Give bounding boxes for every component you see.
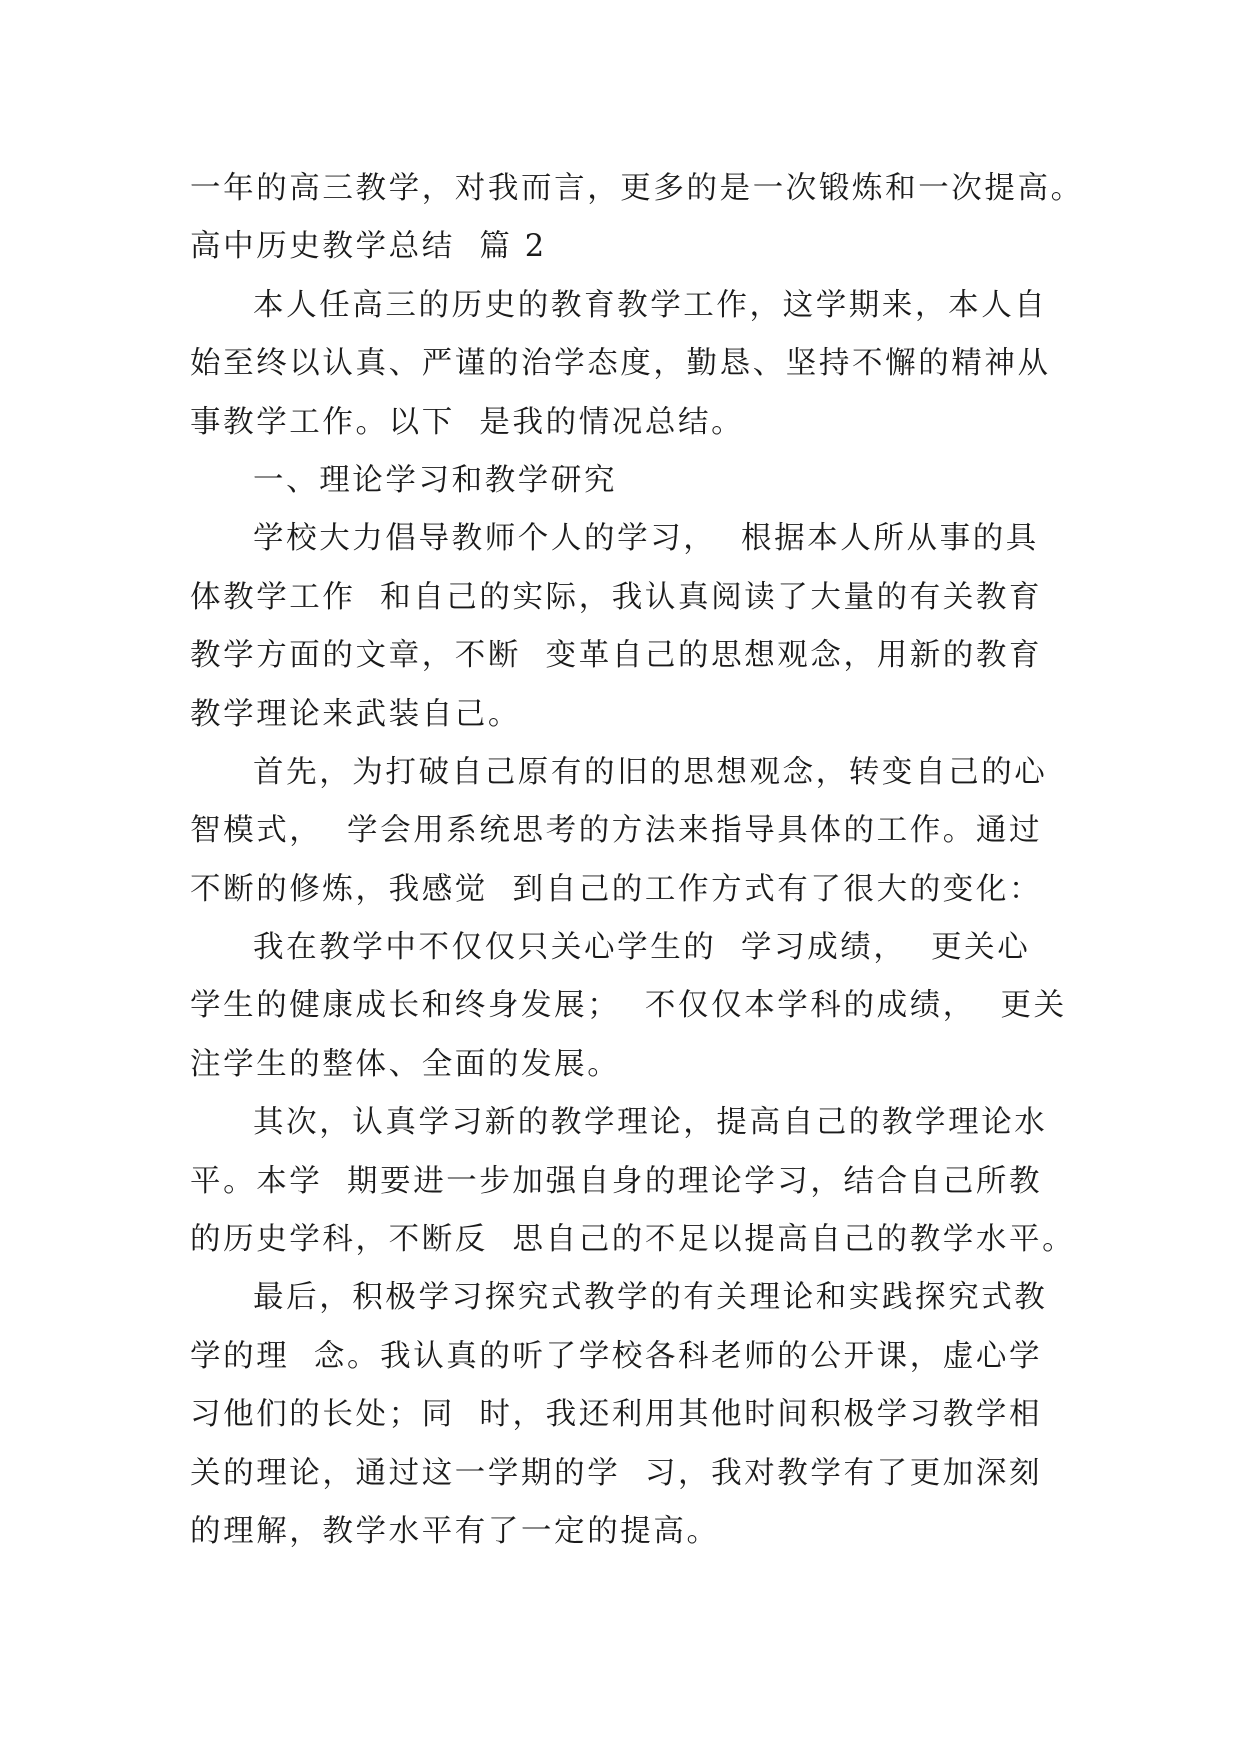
paragraph-line: 学校大力倡导教师个人的学习， 根据本人所从事的具 bbox=[253, 521, 1039, 557]
paragraph-line: 教学理论来武装自己。 bbox=[190, 696, 521, 732]
document-body bbox=[190, 160, 1084, 1561]
paragraph-line: 最后，积极学习探究式教学的有关理论和实践探究式教 bbox=[253, 1280, 1048, 1316]
paragraph-line: 首先，为打破自己原有的旧的思想观念，转变自己的心 bbox=[253, 754, 1048, 790]
paragraph-line: 习他们的长处；同 时，我还利用其他时间积极学习教学相 bbox=[190, 1397, 1043, 1433]
paragraph-line: 本人任高三的历史的教育教学工作，这学期来，本人自 bbox=[253, 287, 1048, 323]
paragraph-line: 事教学工作。以下 是我的情况总结。 bbox=[190, 404, 745, 440]
paragraph-line: 平。本学 期要进一步加强自身的理论学习，结合自己所教 bbox=[190, 1163, 1043, 1199]
paragraph-line: 学生的健康成长和终身发展； 不仅仅本学科的成绩， 更关 bbox=[190, 988, 1067, 1024]
paragraph-line: 的历史学科，不断反 思自己的不足以提高自己的教学水平。 bbox=[190, 1222, 1076, 1258]
text-line: 一年的高三教学，对我而言，更多的是一次锻炼和一次提高。 bbox=[190, 171, 1084, 206]
paragraph-line: 注学生的整体、全面的发展。 bbox=[190, 1046, 621, 1082]
section-heading: 高中历史教学总结 篇 2 bbox=[190, 229, 547, 265]
paragraph-line: 学的理 念。我认真的听了学校各科老师的公开课，虚心学 bbox=[190, 1338, 1043, 1374]
paragraph-line: 不断的修炼，我感觉 到自己的工作方式有了很大的变化： bbox=[190, 871, 1043, 907]
paragraph-line: 教学方面的文章，不断 变革自己的思想观念，用新的教育 bbox=[190, 638, 1043, 674]
paragraph-line: 体教学工作 和自己的实际，我认真阅读了大量的有关教育 bbox=[190, 579, 1043, 615]
paragraph-line: 的理解，教学水平有了一定的提高。 bbox=[190, 1513, 720, 1549]
paragraph-line: 智模式， 学会用系统思考的方法来指导具体的工作。通过 bbox=[190, 813, 1043, 849]
subsection-heading: 一、理论学习和教学研究 bbox=[253, 462, 618, 498]
paragraph-line: 我在教学中不仅仅只关心学生的 学习成绩， 更关心 bbox=[253, 930, 1031, 966]
paragraph-line: 其次，认真学习新的教学理论，提高自己的教学理论水 bbox=[253, 1105, 1048, 1141]
paragraph-line: 关的理论，通过这一学期的学 习，我对教学有了更加深刻 bbox=[190, 1455, 1043, 1491]
paragraph-line: 始至终以认真、严谨的治学态度，勤恳、坚持不懈的精神从 bbox=[190, 346, 1051, 382]
